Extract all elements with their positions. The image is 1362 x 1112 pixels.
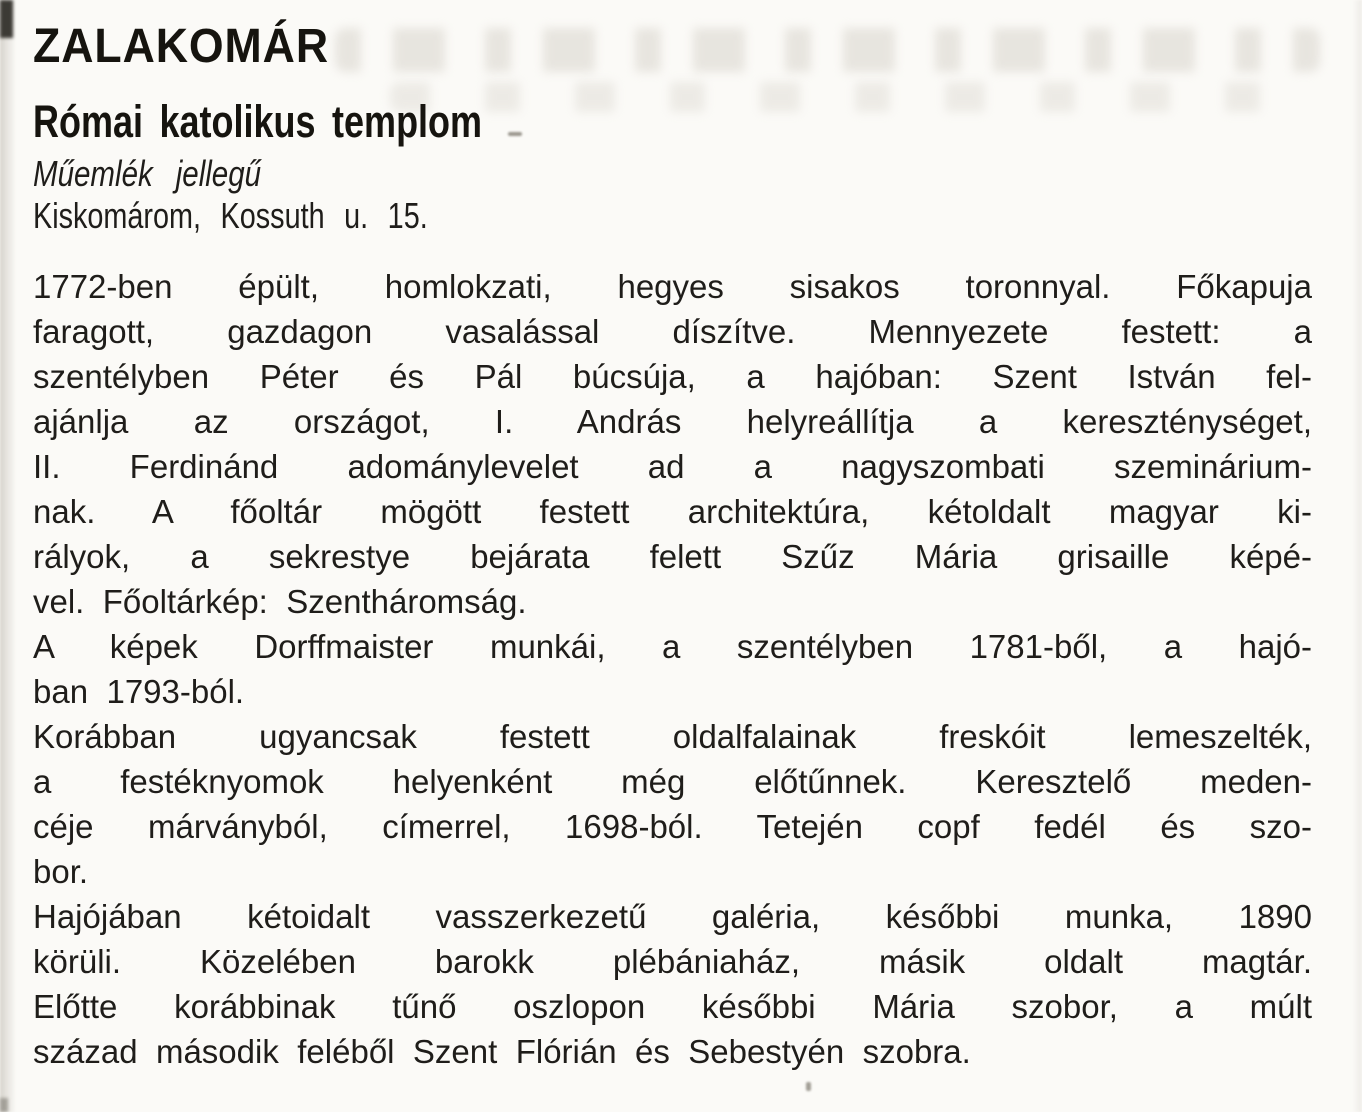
text-line: Hajójában kétoidalt vasszerkezetű galéria, későbbi munka, 1890	[33, 898, 1312, 935]
text-line: század második feléből Szent Flórián és Sebestyén szobra.	[33, 1033, 971, 1070]
entry-title: Római katolikus templom	[33, 96, 483, 147]
text-line: bor.	[33, 853, 89, 890]
text-line: Korábban ugyancsak festett oldalfalainak freskóit lemeszelték,	[33, 718, 1312, 755]
text-line: ban 1793-ból.	[33, 673, 245, 710]
address-line: Kiskomárom, Kossuth u. 15.	[33, 195, 428, 236]
paragraph	[33, 894, 1312, 1074]
text-line: rályok, a sekrestye bejárata felett Szűz Mária grisaille képé-	[33, 538, 1312, 575]
text-line: faragott, gazdagon vasalással díszítve. Mennyezete festett: a	[33, 313, 1312, 350]
text-line: ajánlja az országot, I. András helyreállítja a kereszténységet,	[33, 403, 1312, 440]
text-line: Előtte korábbinak tűnő oszlopon későbbi Mária szobor, a múlt	[33, 988, 1312, 1025]
page-title: ZALAKOMÁR	[33, 20, 330, 73]
paragraph	[33, 624, 1312, 714]
text-line: a festéknyomok helyenként még előtűnnek. Keresztelő meden-	[33, 763, 1312, 800]
text-line: II. Ferdinánd adománylevelet ad a nagyszombati szeminárium-	[33, 448, 1312, 485]
text-line: A képek Dorffmaister munkái, a szentélyben 1781-ből, a hajó-	[33, 628, 1312, 665]
text-line: szentélyben Péter és Pál búcsúja, a hajóban: Szent István fel-	[33, 358, 1312, 395]
paragraph	[33, 714, 1312, 894]
text-line: céje márványból, címerrel, 1698-ból. Tetején copf fedél és szo-	[33, 808, 1312, 845]
scan-speck	[806, 1082, 811, 1091]
text-line: körüli. Közelében barokk plébániaház, másik oldalt magtár.	[33, 943, 1312, 980]
text-line: 1772-ben épült, homlokzati, hegyes sisakos toronnyal. Főkapuja	[33, 268, 1312, 305]
scan-corner-mark-bottom	[0, 1098, 8, 1112]
monument-designation: Műemlék jellegű	[33, 153, 262, 194]
text-line: nak. A főoltár mögött festett architektúra, kétoldalt magyar ki-	[33, 493, 1312, 530]
paragraph	[33, 264, 1312, 624]
text-line: vel. Főoltárkép: Szentháromság.	[33, 583, 527, 620]
body-text	[33, 264, 1312, 1074]
